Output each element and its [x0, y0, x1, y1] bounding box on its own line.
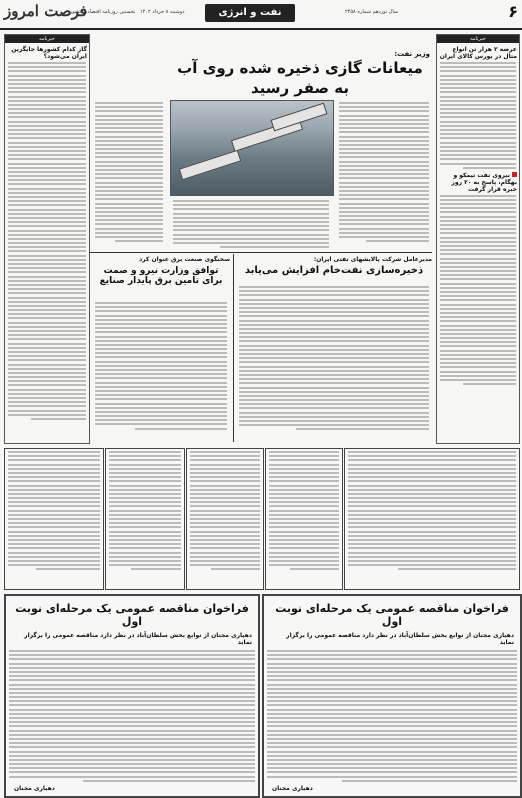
power-story-body: [92, 300, 230, 442]
story-title: گاز کدام کشورها جایگزین ایران می‌شود؟: [11, 46, 87, 60]
crude-headline-block: [236, 256, 432, 276]
section-title: نفت و انرژی: [205, 4, 295, 22]
lead-body-col2: [336, 100, 432, 250]
page-number: ۶: [508, 2, 518, 21]
lead-body-col1: [92, 100, 166, 250]
tender-title: فراخوان مناقصه عمومی یک مرحله‌ای نوبت اول: [15, 602, 249, 628]
story-body: [440, 62, 516, 169]
classified-notice: [344, 448, 520, 590]
tender-intro: دهیاری مجنان از توابع بخش سلطان‌آباد در نظر دارد مناقصه عمومی را برگزار نماید: [286, 632, 514, 646]
story-body: [440, 195, 516, 385]
crude-title: ذخیره‌سازی نفت‌خام افزایش می‌یابد: [244, 265, 424, 276]
power-kicker: سخنگوی صنعت برق عنوان کرد: [139, 256, 230, 263]
newspaper-logo: فرصت امروز: [4, 2, 88, 20]
tender-intro: دهیاری مجنان از توابع بخش سلطان‌آباد در نظر دارد مناقصه عمومی را برگزار نماید: [24, 632, 252, 646]
tender-notice-left: [4, 594, 260, 798]
tanker-photo: [170, 100, 334, 196]
page-header: [0, 0, 522, 30]
left-news-column: [4, 34, 90, 444]
issue-info: سال نوزدهم شماره ۲۴۵۸: [345, 9, 399, 15]
story-title: نیروی نفت تیمکو و بهگام، پاسخ به ۲۰ روز خبره قرار گرفت: [451, 171, 517, 193]
classified-notice: [186, 448, 264, 590]
tagline: نخستین روزنامه اقتصادی کشور: [70, 9, 136, 15]
story-body: [8, 62, 86, 420]
power-headline-block: [92, 256, 230, 286]
divider: [233, 254, 234, 442]
tender-notice-right: [262, 594, 522, 798]
classified-notice: [265, 448, 343, 590]
tender-title: فراخوان مناقصه عمومی یک مرحله‌ای نوبت اول: [275, 602, 509, 628]
date-info: دوشنبه ۸ خرداد ۱۴۰۲: [140, 9, 185, 15]
story-title: عرضه ۲ هزار تن انواع متال در بورس کالای ایران: [439, 46, 517, 60]
classified-notice: [105, 448, 185, 590]
lead-title-line2: به صفر رسید: [251, 79, 349, 97]
lead-kicker: وزیر نفت:: [394, 50, 430, 58]
column-label: خبرنامه: [437, 35, 519, 43]
power-title-line2: برای تامین برق پایدار صنایع: [99, 276, 223, 286]
tender-signature: دهیاری مجنان: [14, 785, 55, 792]
divider: [90, 252, 432, 253]
crude-story-body: [236, 284, 432, 442]
classified-notice: [4, 448, 104, 590]
tender-signature: دهیاری مجنان: [272, 785, 313, 792]
crude-kicker: مدیرعامل شرکت پالایشهای نفتی ایران:: [313, 256, 432, 263]
column-label: خبرنامه: [5, 35, 89, 43]
lead-body-col3: [170, 198, 332, 250]
power-title-line1: توافق وزارت نیرو و صمت: [103, 266, 219, 276]
lead-title-line1: میعانات گازی ذخیره شده روی آب: [177, 59, 423, 77]
right-news-column: [436, 34, 520, 444]
tanker-ship-icon: [179, 150, 242, 181]
lead-headline-block: [170, 50, 430, 98]
